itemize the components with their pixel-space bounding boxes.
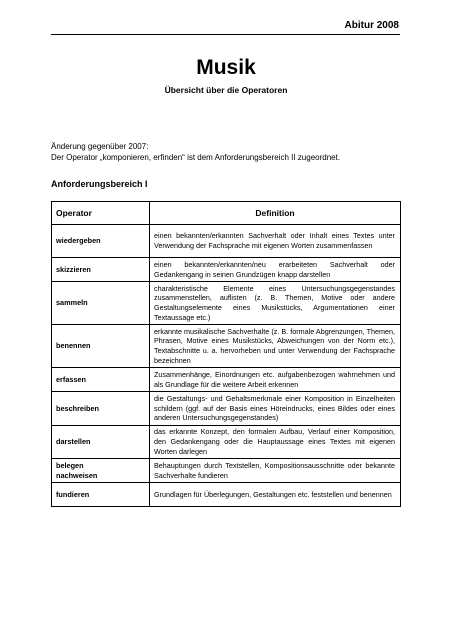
operator-cell: wiedergeben [52,225,150,258]
section-heading: Anforderungsbereich I [51,179,148,189]
change-note [51,141,401,163]
change-note-text: Der Operator „komponieren, erfinden“ ist dem Anforderungsbereich II zugeordnet. [51,153,341,162]
definition-cell: die Gestaltungs- und Gehaltsmerkmale einer Komposition in Einzelheiten schildern (ggf. auf der Basis eines Höreindrucks, eines Bildes oder eines anderen Untersuchungsgegenstandes) [150,392,401,426]
operators-table [51,201,401,507]
document-header-label: Abitur 2008 [344,20,399,31]
page-title: Musik [196,56,256,79]
definition-cell: Zusammenhänge, Einordnungen etc. aufgabenbezogen wahrnehmen und als Grundlage für die weitere Arbeit erkennen [150,368,401,392]
table-row [52,325,401,368]
column-header-operator: Operator [52,202,150,225]
operator-cell: beschreiben [52,392,150,426]
page-subtitle: Übersicht über die Operatoren [164,85,288,95]
table-row [52,392,401,426]
table-header-row [52,202,401,225]
table-row [52,225,401,258]
definition-cell: Behauptungen durch Textstellen, Kompositionsausschnitte oder bekannte Sachverhalte fundieren [150,459,401,483]
header-divider [51,34,400,35]
operator-cell: belegen nachweisen [52,459,150,483]
definition-cell: Grundlagen für Überlegungen, Gestaltungen etc. feststellen und benennen [150,483,401,507]
definition-cell: das erkannte Konzept, den formalen Aufbau, Verlauf einer Komposition, den Gedankengang oder die Hauptaussage eines Textes mit eigenen Worten darlegen [150,426,401,459]
table-row [52,368,401,392]
column-header-definition: Definition [150,202,401,225]
table-row [52,426,401,459]
operator-cell: erfassen [52,368,150,392]
table-row [52,258,401,282]
table-row [52,483,401,507]
operator-cell: skizzieren [52,258,150,282]
definition-cell: einen bekannten/erkannten Sachverhalt oder Inhalt eines Textes unter Verwendung der Fachsprache mit eigenen Worten zusammenfassen [150,225,401,258]
table-row [52,459,401,483]
definition-cell: charakteristische Elemente eines Untersuchungsgegenstandes zusammenstellen, auflisten (z. B. Themen, Motive oder andere Gestaltungselemente eines Musikstücks, Argumentationen einer Textaussage etc.) [150,282,401,325]
definition-cell: einen bekannten/erkannten/neu erarbeiteten Sachverhalt oder Gedankengang in seinen Grundzügen knapp darstellen [150,258,401,282]
change-note-heading: Änderung gegenüber 2007: [51,142,149,151]
definition-cell: erkannte musikalische Sachverhalte (z. B. formale Abgrenzungen, Themen, Phrasen, Motive eines Musikstücks, Abweichungen von der Norm etc.), Textabschnitte u. a. hervorheben und unter Verwendung der Fachsprache bezeichnen [150,325,401,368]
operator-cell: darstellen [52,426,150,459]
table-row [52,282,401,325]
operator-cell: fundieren [52,483,150,507]
operator-cell: sammeln [52,282,150,325]
operator-cell: benennen [52,325,150,368]
